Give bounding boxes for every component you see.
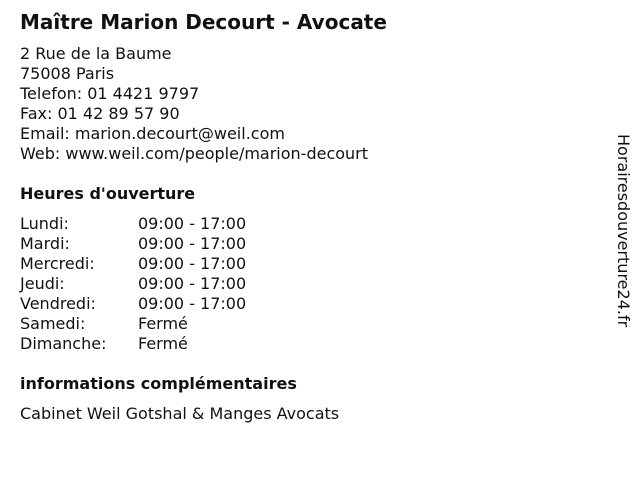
- phone-number: Telefon: 01 4421 9797: [20, 84, 200, 103]
- day-label: Dimanche:: [20, 334, 107, 353]
- hours-value: Fermé: [138, 314, 188, 333]
- day-label: Mercredi:: [20, 254, 95, 273]
- day-label: Mardi:: [20, 234, 70, 253]
- address-block: [20, 44, 368, 164]
- hours-value: Fermé: [138, 334, 188, 353]
- additional-info-text: Cabinet Weil Gotshal & Manges Avocats: [20, 404, 340, 423]
- street-address: 2 Rue de la Baume: [20, 44, 172, 63]
- fax-number: Fax: 01 42 89 57 90: [20, 104, 180, 123]
- day-label: Lundi:: [20, 214, 69, 233]
- day-label: Jeudi:: [20, 274, 65, 293]
- email-address: Email: marion.decourt@weil.com: [20, 124, 285, 143]
- hours-value: 09:00 - 17:00: [138, 214, 247, 233]
- hours-value: 09:00 - 17:00: [138, 294, 247, 313]
- additional-info-heading: informations complémentaires: [20, 374, 297, 393]
- website: Web: www.weil.com/people/marion-decourt: [20, 144, 369, 163]
- site-watermark: Horairesdouverture24.fr: [614, 134, 633, 328]
- opening-hours-heading: Heures d'ouverture: [20, 184, 196, 203]
- day-label: Vendredi:: [20, 294, 96, 313]
- page-title: Maître Marion Decourt - Avocate: [20, 10, 387, 34]
- hours-value: 09:00 - 17:00: [138, 234, 247, 253]
- hours-value: 09:00 - 17:00: [138, 254, 247, 273]
- hours-value: 09:00 - 17:00: [138, 274, 247, 293]
- city: 75008 Paris: [20, 64, 115, 83]
- day-label: Samedi:: [20, 314, 86, 333]
